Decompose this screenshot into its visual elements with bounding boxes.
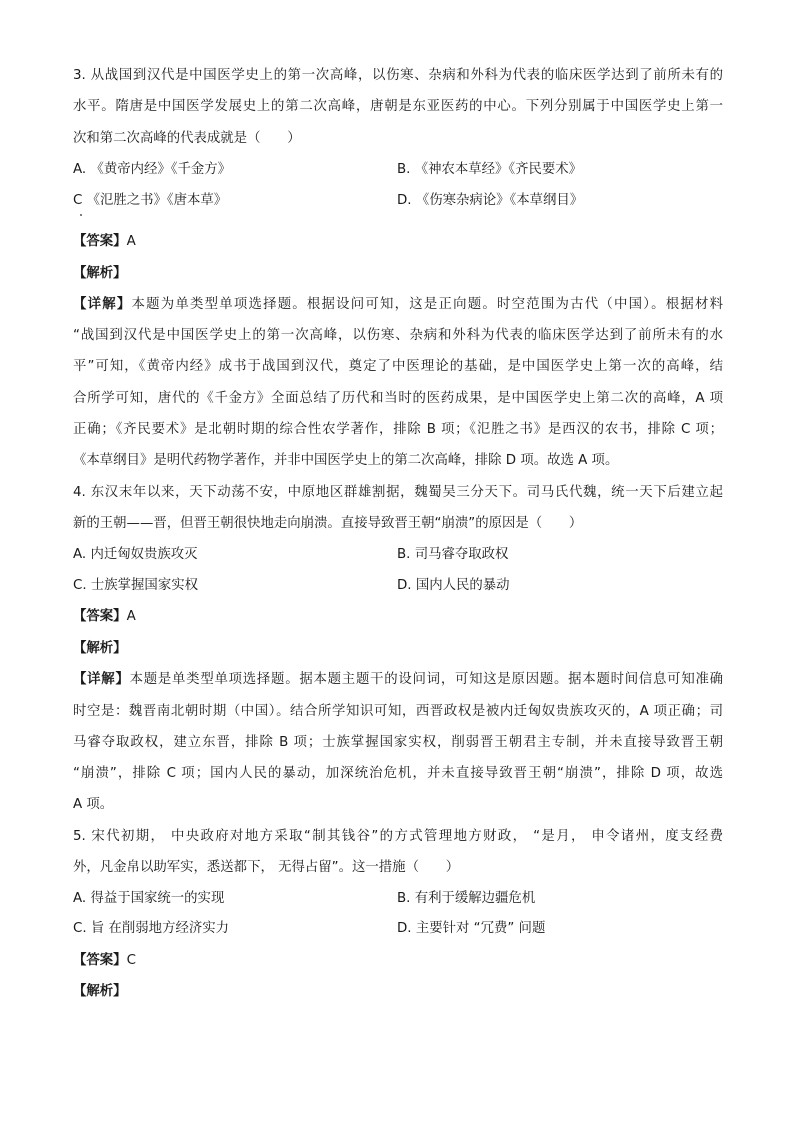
q5-analysis-label <box>73 983 723 1001</box>
q4-analysis-label-text: 【解析】 <box>73 641 127 656</box>
q5-answer-value: C <box>126 953 136 968</box>
q4-detail-line-4: “崩溃”，排除 C 项；国内人民的暴动，加深统治危机，并未直接导致晋王朝“崩溃”，排除 D 项，故选 <box>73 766 723 781</box>
q3-detail-line-4: 合所学可知，唐代的《千金方》全面总结了历代和当时的医药成果，是中国医学史上第二次的高峰，A 项 <box>73 391 723 406</box>
q5-option-d: D. 主要针对 “冗费” 问题 <box>397 921 546 936</box>
q3-detail-line-3: 平”可知，《黄帝内经》成书于战国到汉代，奠定了中医理论的基础，是中国医学史上第一次的高峰，结 <box>73 359 723 374</box>
q5-answer <box>73 952 723 970</box>
q3-answer-label: 【答案】 <box>73 234 127 249</box>
q4-detail-label: 【详解】 <box>73 672 130 687</box>
q4-detail-line-3: 马睿夺取政权，建立东晋，排除 B 项；士族掌握国家实权，削弱晋王朝君主专制，并未直接导致晋王朝 <box>73 735 723 750</box>
q5-option-c: C. 旨 在削弱地方经济实力 <box>73 921 230 936</box>
q4-option-b: B. 司马睿夺取政权 <box>397 547 509 562</box>
ink-dot <box>80 214 82 216</box>
q3-detail-line-1 <box>73 296 723 314</box>
q4-detail-text-1: 本题是单类型单项选择题。据本题主题干的设问词，可知这是原因题。据本题时间信息可知准确 <box>129 672 724 687</box>
q3-analysis-label <box>73 265 723 283</box>
q3-detail-label: 【详解】 <box>73 297 132 312</box>
q4-detail-line-5: A 项。 <box>73 797 114 812</box>
q3-detail-line-6: 《本草纲目》是明代药物学著作，并非中国医学史上的第二次高峰，排除 D 项。故选 A 项。 <box>73 453 619 468</box>
q3-stem-line-3: 次和第二次高峰的代表成就是（ ） <box>73 131 301 146</box>
q4-option-a: A. 内迁匈奴贵族攻灭 <box>73 547 198 562</box>
q3-stem-line-1: 3. 从战国到汉代是中国医学史上的第一次高峰，以伤寒、杂病和外科为代表的临床医学达到了前所未有的 <box>73 68 723 83</box>
q4-answer-label: 【答案】 <box>73 609 127 624</box>
q4-option-d: D. 国内人民的暴动 <box>397 578 510 593</box>
q5-stem-line-1: 5. 宋代初期， 中央政府对地方采取“制其钱谷”的方式管理地方财政， “是月， 申令诸州，度支经费 <box>73 829 723 844</box>
q4-stem-line-1: 4. 东汉末年以来，天下动荡不安，中原地区群雄割据，魏蜀吴三分天下。司马氏代魏，统一天下后建立起 <box>73 485 723 500</box>
q5-option-a: A. 得益于国家统一的实现 <box>73 891 225 906</box>
q4-answer <box>73 608 723 626</box>
q3-detail-line-2: “战国到汉代是中国医学史上的第一次高峰，以伤寒、杂病和外科为代表的临床医学达到了前所未有的水 <box>73 328 723 343</box>
q5-answer-label: 【答案】 <box>73 953 127 968</box>
q3-option-b: B. 《神农本草经》《齐民要术》 <box>397 162 583 177</box>
q3-detail-text-1: 本题为单类型单项选择题。根据设问可知，这是正向题。时空范围为古代（中国）。根据材料 <box>131 297 724 312</box>
q5-stem-line-2: 外，凡金帛以助军实，悉送都下， 无得占留”。这一措施（ ） <box>73 860 460 875</box>
q3-detail-line-5: 正确；《齐民要术》是北朝时期的综合性农学著作，排除 B 项；《氾胜之书》是西汉的农书，排除 C 项； <box>73 422 723 437</box>
q3-analysis-label-text: 【解析】 <box>73 266 127 281</box>
q4-analysis-label <box>73 640 723 658</box>
q4-detail-line-1 <box>73 671 723 689</box>
q4-answer-value: A <box>126 609 136 624</box>
q3-stem-line-2: 水平。隋唐是中国医学发展史上的第二次高峰，唐朝是东亚医药的中心。下列分别属于中国医学史上第一 <box>73 99 723 114</box>
q4-stem-line-2: 新的王朝——晋，但晋王朝很快地走向崩溃。直接导致晋王朝“崩溃”的原因是（ ） <box>73 516 583 531</box>
q4-detail-line-2: 时空是：魏晋南北朝时期（中国）。结合所学知识可知，西晋政权是被内迁匈奴贵族攻灭的，A 项正确；司 <box>73 704 723 719</box>
q3-answer <box>73 233 723 251</box>
q4-option-c: C. 士族掌握国家实权 <box>73 578 198 593</box>
q3-option-d: D. 《伤寒杂病论》《本草纲目》 <box>397 193 584 208</box>
q5-analysis-label-text: 【解析】 <box>73 984 127 999</box>
q3-answer-value: A <box>126 234 136 249</box>
q5-option-b: B. 有利于缓解边疆危机 <box>397 891 536 906</box>
q3-option-a: A. 《黄帝内经》《千金方》 <box>73 162 232 177</box>
q3-option-c: C 《氾胜之书》《唐本草》 <box>73 193 228 208</box>
